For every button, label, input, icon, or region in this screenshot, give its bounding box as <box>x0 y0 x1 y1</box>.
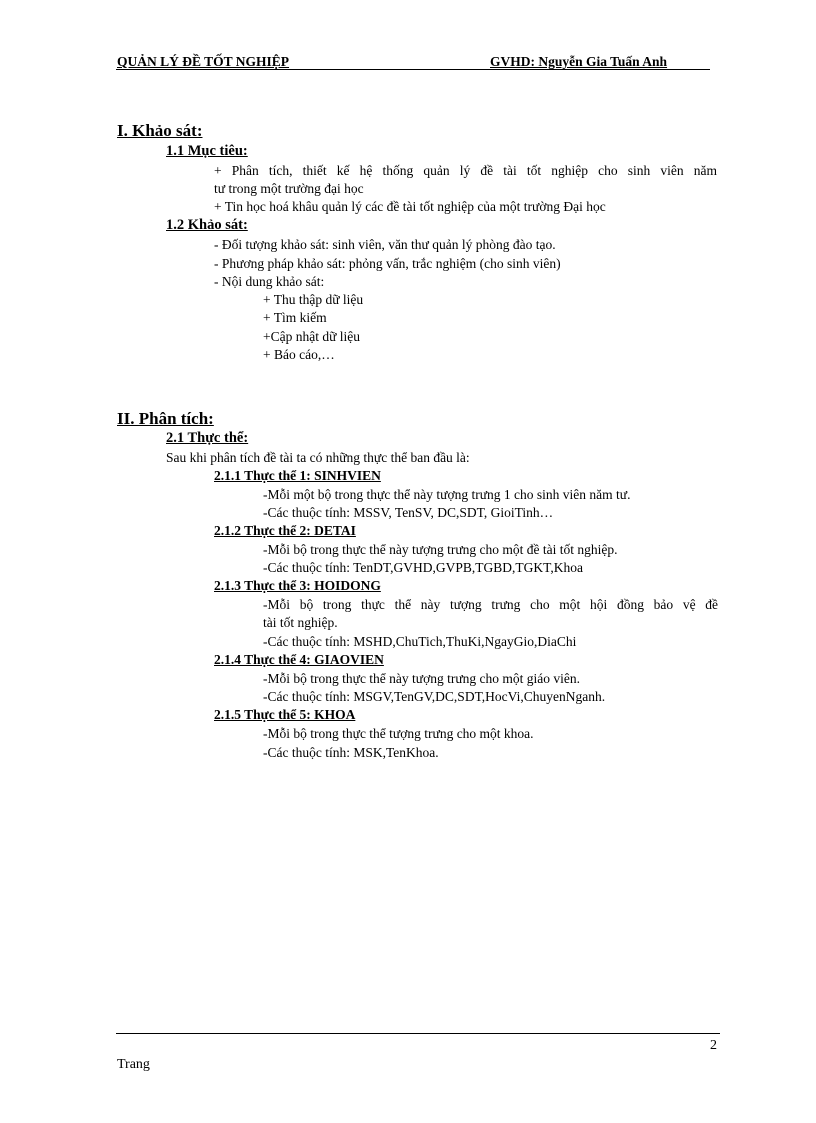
entity-2-title: 2.1.2 Thực thể 2: DETAI <box>214 523 356 538</box>
goal-line-2: + Tin học hoá khâu quản lý các đề tài tốt nghiệp của một trường Đại học <box>214 199 606 214</box>
entity-3-attrs: -Các thuộc tính: MSHD,ChuTich,ThuKi,NgayGio,DiaChi <box>263 634 577 649</box>
subsection-1-1-title: 1.1 Mục tiêu: <box>166 143 248 159</box>
survey-item: +Cập nhật dữ liệu <box>263 329 361 344</box>
goal-line-1: + Phân tích, thiết kế hệ thống quản lý đề tài tốt nghiệp cho sinh viên năm <box>214 163 717 178</box>
section-1-title: I. Khảo sát: <box>117 121 203 140</box>
subsection-1-2-title: 1.2 Khảo sát: <box>166 217 248 233</box>
entity-1-title: 2.1.1 Thực thể 1: SINHVIEN <box>214 468 381 483</box>
entity-1-desc: -Mỗi một bộ trong thực thể này tượng trưng 1 cho sinh viên năm tư. <box>263 487 631 502</box>
entities-intro: Sau khi phân tích đề tài ta có những thực thể ban đầu là: <box>166 450 470 465</box>
survey-subjects: - Đối tượng khảo sát: sinh viên, văn thư quản lý phòng đào tạo. <box>214 237 556 252</box>
survey-item: + Thu thập dữ liệu <box>263 292 364 307</box>
subsection-2-1-title: 2.1 Thực thể: <box>166 430 249 446</box>
entity-4-attrs: -Các thuộc tính: MSGV,TenGV,DC,SDT,HocVi,ChuyenNganh. <box>263 689 606 704</box>
survey-item: + Tìm kiếm <box>263 310 327 325</box>
header-rule <box>116 69 710 70</box>
footer-label: Trang <box>117 1057 150 1072</box>
entity-5-title: 2.1.5 Thực thể 5: KHOA <box>214 707 356 722</box>
entity-3-desc-cont: tài tốt nghiệp. <box>263 615 338 630</box>
entity-3-title: 2.1.3 Thực thể 3: HOIDONG <box>214 578 381 593</box>
entity-5-desc: -Mỗi bộ trong thực thể tượng trưng cho một khoa. <box>263 726 534 741</box>
survey-content-label: - Nội dung khảo sát: <box>214 274 325 289</box>
goal-line-1-cont: tư trong một trường đại học <box>214 181 364 196</box>
footer-rule <box>116 1033 720 1034</box>
survey-method: - Phương pháp khảo sát: phỏng vấn, trắc nghiệm (cho sinh viên) <box>214 256 561 271</box>
header-title: QUẢN LÝ ĐỀ TỐT NGHIỆP <box>117 54 290 69</box>
entity-2-desc: -Mỗi bộ trong thực thể này tượng trưng cho một đề tài tốt nghiệp. <box>263 542 618 557</box>
entity-2-attrs: -Các thuộc tính: TenDT,GVHD,GVPB,TGBD,TGKT,Khoa <box>263 560 584 575</box>
survey-item: + Báo cáo,… <box>263 347 335 362</box>
page-number: 2 <box>710 1038 717 1053</box>
entity-3-desc: -Mỗi bộ trong thực thể này tượng trưng cho một hội đồng bảo vệ đề <box>263 597 718 612</box>
entity-4-desc: -Mỗi bộ trong thực thể này tượng trưng cho một giáo viên. <box>263 671 581 686</box>
entity-1-attrs: -Các thuộc tính: MSSV, TenSV, DC,SDT, GioiTinh… <box>263 505 554 520</box>
section-2-title: II. Phân tích: <box>117 409 214 428</box>
entity-5-attrs: -Các thuộc tính: MSK,TenKhoa. <box>263 745 439 760</box>
header-advisor: GVHD: Nguyễn Gia Tuấn Anh <box>490 54 668 69</box>
entity-4-title: 2.1.4 Thực thể 4: GIAOVIEN <box>214 652 384 667</box>
